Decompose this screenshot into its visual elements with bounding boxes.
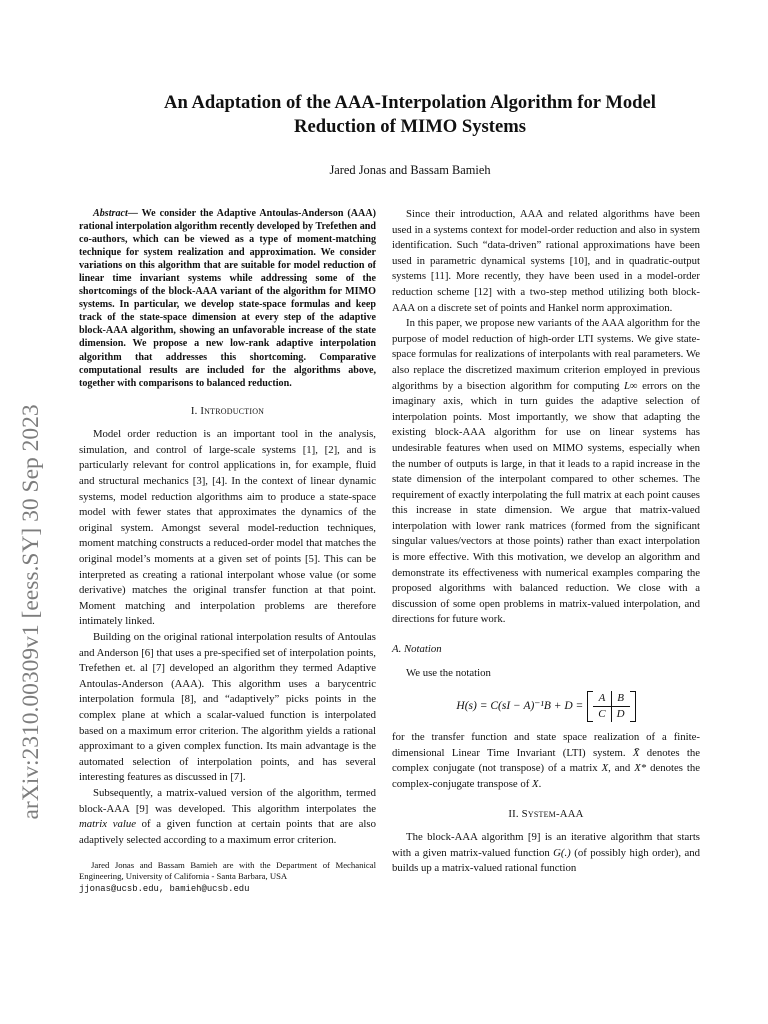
authors: Jared Jonas and Bassam Bamieh (329, 163, 491, 177)
section-heading-system-aaa: II. System-AAA (508, 807, 584, 820)
matrix-a: A (593, 691, 611, 707)
right-paragraph-2 (392, 316, 700, 628)
x-symbol: X (601, 762, 609, 775)
right-paragraph-1: Since their introduction, AAA and related algorithms have been used in a systems context for model-order reduction and also in system identification. Such “data-driven” rational approximations have been used in parametric dynamical systems [10], and in quadratic-output systems [11]. More recently, they have been used in a model-order reduction scheme [12] with a two-step method utilizing both block-AAA on a discrete set of points and Hankel norm approximation. (392, 208, 700, 314)
abstract (79, 207, 376, 390)
author-footnote (79, 860, 376, 895)
notation-text-a: for the transfer function and state space realization of a finite-dimensional Linear Time Invariant (LTI) system. (392, 731, 700, 759)
x-star-symbol: X* (634, 762, 647, 775)
footnote-affiliation: Jared Jonas and Bassam Bamieh are with the Department of Mechanical Engineering, University of California - Santa Barbara, USA (79, 860, 376, 882)
intro-p3-emphasis: matrix value (79, 818, 137, 831)
intro-p3-text-b: of a given function at certain points that are also adaptively selected according to a maximum error criterion. (79, 818, 376, 846)
subsection-heading-notation: A. Notation (392, 643, 442, 656)
left-column (79, 207, 376, 895)
notation-text-c: , and (608, 762, 635, 775)
g-function-symbol: G(.) (553, 846, 571, 859)
transfer-function-equation (392, 691, 700, 722)
abstract-label: Abstract (93, 208, 128, 219)
matrix-c: C (593, 707, 611, 722)
notation-intro: We use the notation (406, 666, 491, 679)
paper-title (80, 91, 740, 139)
section-heading-introduction: I. Introduction (190, 404, 265, 417)
system-aaa-text-b: (of possibly high order), and builds up a matrix-valued rational function (392, 846, 700, 875)
abstract-text: — We consider the Adaptive Antoulas-Anderson (AAA) rational interpolation algorithm recently developed by Trefethen and co-authors, which can be viewed as a type of moment-matching technique for system realization and approximation. We consider variations on this algorithm that are suitable for model reduction of linear time invariant systems while addressing some of the shortcomings of the block-AAA variant of the algorithm for MIMO systems. In particular, we develop state-space formulas and keep track of the state-space dimension at every step of the adaptive block-AAA algorithm, showing an unfavorable increase of the state dimension. We propose a new low-rank adaptive interpolation algorithm that addresses this shortcoming. Comparative computational results are included for the algorithms above, together with comparisons to balanced reduction. (79, 208, 376, 389)
title-line-2: Reduction of MIMO Systems (294, 116, 526, 137)
x-bar-symbol: X̄ (632, 746, 640, 759)
right-bracket (630, 691, 636, 722)
intro-paragraph-2: Building on the original rational interpolation results of Antoulas and Anderson [6] that uses a pre-specified set of interpolation points, Trefethen et. al [7] developed an algorithm they termed Adaptive Antoulas-Anderson (AAA). This algorithm uses a barycentric interpolation formula [8], and “adaptively” picks points in the complex plane at which a scalar-valued function is interpolated based on a maximum error criterion. The algorithm yields a rational approximant to a given complex function. Its main advantage is the automated selection of interpolation points, and has several interesting features as discussed in [7]. (79, 630, 376, 784)
notation-text-d: denotes the complex-conjugate transpose of (392, 762, 700, 790)
notation-paragraph (392, 730, 700, 792)
l-infinity-symbol: L∞ (623, 379, 638, 392)
matrix-b: B (612, 691, 630, 707)
notation-end: . (538, 778, 542, 790)
system-aaa-text-a: The block-AAA algorithm [9] is an iterative algorithm that starts with a given matrix-valued function (392, 831, 700, 859)
state-space-matrix (587, 691, 635, 722)
matrix-d: D (616, 708, 625, 721)
intro-p3-text-a: Subsequently, a matrix-valued version of the algorithm, termed block-AAA [9] was developed. This algorithm interpolates the (79, 786, 376, 815)
arxiv-identifier: arXiv:2310.00309v1 [eess.SY] 30 Sep 2023 (18, 404, 44, 820)
notation-text-b: denotes the complex conjugate (not transpose) of a matrix (392, 746, 700, 775)
right-column (392, 207, 700, 877)
footnote-emails: jjonas@ucsb.edu, bamieh@ucsb.edu (79, 883, 250, 894)
right-p2-text-b: errors on the imaginary axis, which in turn guides the adaptive selection of interpolation points. Most importantly, we show that adapting the existing block-AAA algorithm for use on linear systems has undesirable features when used on MIMO systems, especially when the number of outputs is large, in that it leads to a rapid increase in the state dimension of the interpolant compared to other schemes. The requirement of exactly interpolating the full matrix at each point causes this increase in state dimension. We argue that matrix-valued interpolation with lower rank matrices (formed from the significant singular values/vectors at those points) rather than exact interpolation is more effective. With this motivation, we develop an algorithm and demonstrate its effectiveness with numerical examples comparing the proposed algorithms with balanced reduction. We close with a discussion of some open problems in matrix-valued interpolation, and directions for future work. (392, 379, 700, 626)
system-aaa-paragraph (392, 830, 700, 877)
equation-lhs: H(s) = C(sI − A)⁻¹B + D = (456, 699, 584, 712)
x-symbol-2: X (532, 778, 539, 790)
matrix-grid (593, 691, 629, 722)
title-line-1: An Adaptation of the AAA-Interpolation Algorithm for Model (164, 92, 656, 113)
right-p2-text-a: In this paper, we propose new variants of the AAA algorithm for the purpose of model reduction of high-order LTI systems. We give state-space formulas for realizations of interpolants with real parameters. We also replace the discretized maximum criterion employed in previous algorithms by a bisection algorithm for computing (392, 317, 700, 392)
intro-paragraph-3 (79, 786, 376, 848)
intro-paragraph-1: Model order reduction is an important tool in the analysis, simulation, and control of large-scale systems [1], [2], and is particularly relevant for control applications in, for example, fluid and structural mechanics [3], [4]. In the context of linear dynamic systems, model reduction algorithms aim to produce a state-space model with fewer states that approximates the dynamics of the original system. Amongst several model-reduction techniques, moment matching constructs a reduced-order model that matches the original model’s moments at a given set of points [5]. This can be interpreted as creating a rational interpolant whose value (or some derivative) matches the original transfer function at that point. Moment matching and interpolation problems are therefore intimately linked. (79, 428, 376, 628)
